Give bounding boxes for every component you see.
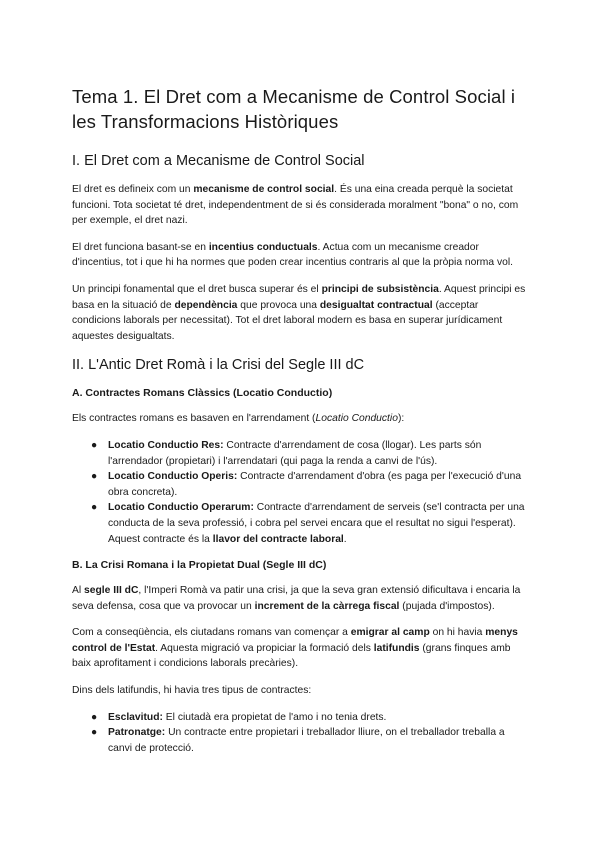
bullet-list [72, 438, 528, 547]
paragraph: Els contractes romans es basaven en l'arrendament (Locatio Conductio): [72, 413, 405, 425]
bullet-icon: ● [91, 502, 98, 514]
section-heading-1: I. El Dret com a Mecanisme de Control Social [72, 153, 365, 169]
section-heading-2: II. L'Antic Dret Romà i la Crisi del Segle III dC [72, 357, 365, 374]
list-item: ● Locatio Conductio Res: Contracte d'arrendament de cosa (llogar). Les parts són l'arrendador (propietari) i l'arrendatari (qui paga la renda a canvi de l'ús). [91, 439, 482, 467]
document-title: Tema 1. El Dret com a Mecanisme de Control Social i les Transformacions Històriques [72, 86, 516, 132]
paragraph: El dret es defineix com un mecanisme de control social. És una eina creada perquè la societat funcioni. Tota societat té dret, independentment de si és considerada moralment "bona" o no, com per exemple, el dret nazi. [72, 184, 519, 227]
bullet-icon: ● [91, 711, 98, 723]
subsection-heading-a: A. Contractes Romans Clàssics (Locatio Conductio) [72, 387, 333, 400]
bullet-list [72, 710, 528, 757]
list-item: ● Esclavitud: El ciutadà era propietat de l'amo i no tenia drets. [108, 710, 528, 726]
bullet-icon: ● [91, 727, 98, 739]
paragraph: Dins dels latifundis, hi havia tres tipus de contractes: [72, 685, 312, 697]
paragraph: Un principi fonamental que el dret busca superar és el principi de subsistència. Aquest principi es basa en la situació de dependència que provoca una desigualtat contractual (acceptar condicions laborals per necessitat). Tot el dret laboral modern es basa en superar jurídicament aquestes desigualtats. [72, 283, 526, 342]
bullet-icon: ● [91, 471, 98, 483]
list-item: ● Locatio Conductio Operarum: Contracte d'arrendament de serveis (se'l contracta per una conducta de la seva professió, i cobra pel servei encara que el resultat no sigui l'esperat). Aquest contracte és la llavor del contracte laboral. [91, 502, 525, 545]
paragraph: El dret funciona basant-se en incentius conductuals. Actua com un mecanisme creador d'incentius, tot i que hi ha normes que poden crear incentius contraris al que la pròpia norma vol. [72, 241, 513, 269]
paragraph: Al segle III dC, l'Imperi Romà va patir una crisi, ja que la seva gran extensió dificultava i encaria la seva defensa, cosa que va provocar un increment de la càrrega fiscal (pujada d'impostos). [72, 585, 521, 612]
paragraph: Com a conseqüència, els ciutadans romans van començar a emigrar al camp on hi havia menys control de l'Estat. Aquesta migració va propiciar la formació dels latifundis (grans finques amb baix aprofitament i condicions laborals precàries). [72, 627, 518, 670]
list-item: ● Locatio Conductio Operis: Contracte d'arrendament d'obra (es paga per l'execució d'una obra concreta). [91, 471, 522, 498]
bullet-icon: ● [91, 439, 98, 451]
subsection-heading-b: B. La Crisi Romana i la Propietat Dual (Segle III dC) [72, 559, 327, 572]
list-item: ● Patronatge: Un contracte entre propietari i treballador lliure, on el treballador treballa a canvi de protecció. [91, 727, 505, 754]
